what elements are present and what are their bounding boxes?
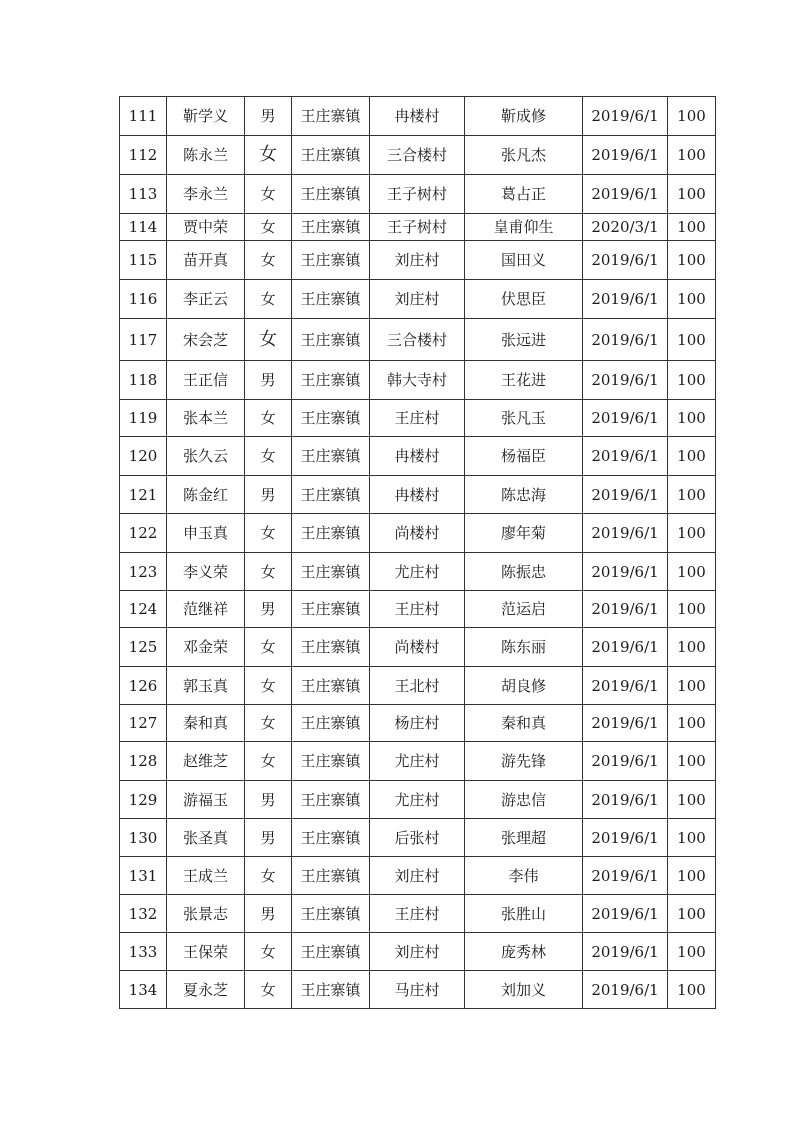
table-row — [120, 591, 716, 628]
amount-cell: 100 — [668, 742, 716, 781]
table-row — [120, 742, 716, 781]
agent-cell: 张远进 — [465, 319, 583, 361]
row-number: 116 — [120, 280, 167, 319]
agent-cell: 皇甫仰生 — [465, 214, 583, 241]
date-cell: 2019/6/1 — [583, 241, 668, 280]
village-cell: 冉楼村 — [370, 97, 465, 136]
records-table — [119, 96, 716, 1009]
town-cell: 王庄寨镇 — [292, 437, 370, 476]
agent-cell: 陈振忠 — [465, 553, 583, 591]
date-cell: 2019/6/1 — [583, 280, 668, 319]
row-number: 123 — [120, 553, 167, 591]
town-cell: 王庄寨镇 — [292, 857, 370, 895]
name-cell: 夏永芝 — [167, 971, 245, 1009]
agent-cell: 秦和真 — [465, 705, 583, 742]
table-row — [120, 280, 716, 319]
date-cell: 2019/6/1 — [583, 857, 668, 895]
row-number: 115 — [120, 241, 167, 280]
village-cell: 王北村 — [370, 667, 465, 705]
name-cell: 范继祥 — [167, 591, 245, 628]
date-cell: 2020/3/1 — [583, 214, 668, 241]
village-cell: 刘庄村 — [370, 933, 465, 971]
name-cell: 陈金红 — [167, 476, 245, 514]
row-number: 122 — [120, 514, 167, 553]
row-number: 134 — [120, 971, 167, 1009]
town-cell: 王庄寨镇 — [292, 819, 370, 857]
row-number: 113 — [120, 175, 167, 214]
village-cell: 尤庄村 — [370, 553, 465, 591]
village-cell: 王子树村 — [370, 175, 465, 214]
date-cell: 2019/6/1 — [583, 705, 668, 742]
date-cell: 2019/6/1 — [583, 933, 668, 971]
table-row — [120, 514, 716, 553]
town-cell: 王庄寨镇 — [292, 241, 370, 280]
date-cell: 2019/6/1 — [583, 361, 668, 400]
gender-cell: 女 — [245, 553, 292, 591]
gender-cell: 女 — [245, 437, 292, 476]
village-cell: 尤庄村 — [370, 781, 465, 819]
row-number: 124 — [120, 591, 167, 628]
row-number: 133 — [120, 933, 167, 971]
agent-cell: 伏思臣 — [465, 280, 583, 319]
row-number: 132 — [120, 895, 167, 933]
amount-cell: 100 — [668, 705, 716, 742]
town-cell: 王庄寨镇 — [292, 97, 370, 136]
name-cell: 李正云 — [167, 280, 245, 319]
table-row — [120, 241, 716, 280]
amount-cell: 100 — [668, 319, 716, 361]
town-cell: 王庄寨镇 — [292, 628, 370, 667]
gender-cell: 女 — [245, 705, 292, 742]
date-cell: 2019/6/1 — [583, 175, 668, 214]
date-cell: 2019/6/1 — [583, 819, 668, 857]
amount-cell: 100 — [668, 175, 716, 214]
village-cell: 刘庄村 — [370, 857, 465, 895]
town-cell: 王庄寨镇 — [292, 319, 370, 361]
name-cell: 邓金荣 — [167, 628, 245, 667]
records-table-body — [120, 97, 716, 1009]
table-row — [120, 136, 716, 175]
table-row — [120, 933, 716, 971]
row-number: 119 — [120, 400, 167, 437]
gender-cell: 女 — [245, 971, 292, 1009]
village-cell: 冉楼村 — [370, 437, 465, 476]
amount-cell: 100 — [668, 819, 716, 857]
date-cell: 2019/6/1 — [583, 553, 668, 591]
name-cell: 王成兰 — [167, 857, 245, 895]
amount-cell: 100 — [668, 628, 716, 667]
gender-cell: 女 — [245, 628, 292, 667]
agent-cell: 张凡玉 — [465, 400, 583, 437]
town-cell: 王庄寨镇 — [292, 705, 370, 742]
amount-cell: 100 — [668, 400, 716, 437]
village-cell: 刘庄村 — [370, 280, 465, 319]
name-cell: 张圣真 — [167, 819, 245, 857]
village-cell: 王庄村 — [370, 400, 465, 437]
town-cell: 王庄寨镇 — [292, 933, 370, 971]
name-cell: 张本兰 — [167, 400, 245, 437]
town-cell: 王庄寨镇 — [292, 591, 370, 628]
amount-cell: 100 — [668, 136, 716, 175]
town-cell: 王庄寨镇 — [292, 476, 370, 514]
table-row — [120, 895, 716, 933]
town-cell: 王庄寨镇 — [292, 280, 370, 319]
date-cell: 2019/6/1 — [583, 136, 668, 175]
date-cell: 2019/6/1 — [583, 591, 668, 628]
town-cell: 王庄寨镇 — [292, 742, 370, 781]
name-cell: 靳学义 — [167, 97, 245, 136]
town-cell: 王庄寨镇 — [292, 667, 370, 705]
table-row — [120, 667, 716, 705]
table-row — [120, 97, 716, 136]
gender-cell: 女 — [245, 214, 292, 241]
town-cell: 王庄寨镇 — [292, 214, 370, 241]
name-cell: 李永兰 — [167, 175, 245, 214]
name-cell: 陈永兰 — [167, 136, 245, 175]
village-cell: 王庄村 — [370, 895, 465, 933]
village-cell: 尚楼村 — [370, 628, 465, 667]
village-cell: 王庄村 — [370, 591, 465, 628]
amount-cell: 100 — [668, 781, 716, 819]
date-cell: 2019/6/1 — [583, 667, 668, 705]
town-cell: 王庄寨镇 — [292, 895, 370, 933]
agent-cell: 庞秀林 — [465, 933, 583, 971]
date-cell: 2019/6/1 — [583, 437, 668, 476]
village-cell: 尚楼村 — [370, 514, 465, 553]
date-cell: 2019/6/1 — [583, 781, 668, 819]
town-cell: 王庄寨镇 — [292, 400, 370, 437]
date-cell: 2019/6/1 — [583, 971, 668, 1009]
date-cell: 2019/6/1 — [583, 742, 668, 781]
amount-cell: 100 — [668, 514, 716, 553]
amount-cell: 100 — [668, 361, 716, 400]
gender-cell: 男 — [245, 895, 292, 933]
amount-cell: 100 — [668, 476, 716, 514]
village-cell: 冉楼村 — [370, 476, 465, 514]
amount-cell: 100 — [668, 280, 716, 319]
table-row — [120, 971, 716, 1009]
amount-cell: 100 — [668, 933, 716, 971]
name-cell: 贾中荣 — [167, 214, 245, 241]
name-cell: 秦和真 — [167, 705, 245, 742]
gender-cell: 女 — [245, 742, 292, 781]
amount-cell: 100 — [668, 553, 716, 591]
village-cell: 杨庄村 — [370, 705, 465, 742]
gender-cell: 女 — [245, 241, 292, 280]
date-cell: 2019/6/1 — [583, 319, 668, 361]
row-number: 127 — [120, 705, 167, 742]
village-cell: 三合楼村 — [370, 319, 465, 361]
date-cell: 2019/6/1 — [583, 476, 668, 514]
gender-cell: 女 — [245, 400, 292, 437]
agent-cell: 张凡杰 — [465, 136, 583, 175]
gender-cell: 男 — [245, 361, 292, 400]
gender-cell: 女 — [245, 667, 292, 705]
row-number: 114 — [120, 214, 167, 241]
town-cell: 王庄寨镇 — [292, 175, 370, 214]
name-cell: 申玉真 — [167, 514, 245, 553]
village-cell: 刘庄村 — [370, 241, 465, 280]
agent-cell: 范运启 — [465, 591, 583, 628]
town-cell: 王庄寨镇 — [292, 781, 370, 819]
town-cell: 王庄寨镇 — [292, 971, 370, 1009]
village-cell: 三合楼村 — [370, 136, 465, 175]
agent-cell: 游先锋 — [465, 742, 583, 781]
row-number: 121 — [120, 476, 167, 514]
name-cell: 苗开真 — [167, 241, 245, 280]
date-cell: 2019/6/1 — [583, 400, 668, 437]
date-cell: 2019/6/1 — [583, 628, 668, 667]
name-cell: 王正信 — [167, 361, 245, 400]
town-cell: 王庄寨镇 — [292, 361, 370, 400]
name-cell: 游福玉 — [167, 781, 245, 819]
table-row — [120, 628, 716, 667]
table-row — [120, 553, 716, 591]
village-cell: 韩大寺村 — [370, 361, 465, 400]
amount-cell: 100 — [668, 895, 716, 933]
row-number: 125 — [120, 628, 167, 667]
gender-cell: 男 — [245, 476, 292, 514]
agent-cell: 胡良修 — [465, 667, 583, 705]
agent-cell: 刘加义 — [465, 971, 583, 1009]
row-number: 126 — [120, 667, 167, 705]
table-row — [120, 819, 716, 857]
amount-cell: 100 — [668, 971, 716, 1009]
agent-cell: 王花进 — [465, 361, 583, 400]
village-cell: 马庄村 — [370, 971, 465, 1009]
agent-cell: 李伟 — [465, 857, 583, 895]
gender-cell: 女 — [245, 514, 292, 553]
amount-cell: 100 — [668, 667, 716, 705]
gender-cell: 女 — [245, 319, 292, 361]
agent-cell: 廖年菊 — [465, 514, 583, 553]
gender-cell: 男 — [245, 819, 292, 857]
name-cell: 李义荣 — [167, 553, 245, 591]
row-number: 128 — [120, 742, 167, 781]
name-cell: 张景志 — [167, 895, 245, 933]
table-row — [120, 781, 716, 819]
row-number: 118 — [120, 361, 167, 400]
date-cell: 2019/6/1 — [583, 895, 668, 933]
row-number: 129 — [120, 781, 167, 819]
name-cell: 张久云 — [167, 437, 245, 476]
table-row — [120, 319, 716, 361]
amount-cell: 100 — [668, 857, 716, 895]
table-row — [120, 400, 716, 437]
gender-cell: 女 — [245, 280, 292, 319]
village-cell: 后张村 — [370, 819, 465, 857]
row-number: 130 — [120, 819, 167, 857]
amount-cell: 100 — [668, 437, 716, 476]
name-cell: 宋会芝 — [167, 319, 245, 361]
gender-cell: 女 — [245, 933, 292, 971]
gender-cell: 女 — [245, 857, 292, 895]
town-cell: 王庄寨镇 — [292, 136, 370, 175]
gender-cell: 男 — [245, 97, 292, 136]
amount-cell: 100 — [668, 241, 716, 280]
village-cell: 王子树村 — [370, 214, 465, 241]
name-cell: 郭玉真 — [167, 667, 245, 705]
table-row — [120, 175, 716, 214]
table-row — [120, 857, 716, 895]
agent-cell: 陈东丽 — [465, 628, 583, 667]
agent-cell: 张胜山 — [465, 895, 583, 933]
gender-cell: 女 — [245, 136, 292, 175]
town-cell: 王庄寨镇 — [292, 514, 370, 553]
town-cell: 王庄寨镇 — [292, 553, 370, 591]
agent-cell: 葛占正 — [465, 175, 583, 214]
gender-cell: 男 — [245, 591, 292, 628]
row-number: 112 — [120, 136, 167, 175]
gender-cell: 男 — [245, 781, 292, 819]
name-cell: 赵维芝 — [167, 742, 245, 781]
table-row — [120, 476, 716, 514]
table-row — [120, 361, 716, 400]
agent-cell: 游忠信 — [465, 781, 583, 819]
row-number: 111 — [120, 97, 167, 136]
table-row — [120, 437, 716, 476]
agent-cell: 杨福臣 — [465, 437, 583, 476]
table-row — [120, 214, 716, 241]
table-row — [120, 705, 716, 742]
gender-cell: 女 — [245, 175, 292, 214]
agent-cell: 国田义 — [465, 241, 583, 280]
date-cell: 2019/6/1 — [583, 97, 668, 136]
name-cell: 王保荣 — [167, 933, 245, 971]
amount-cell: 100 — [668, 591, 716, 628]
village-cell: 尤庄村 — [370, 742, 465, 781]
agent-cell: 陈忠海 — [465, 476, 583, 514]
amount-cell: 100 — [668, 97, 716, 136]
amount-cell: 100 — [668, 214, 716, 241]
date-cell: 2019/6/1 — [583, 514, 668, 553]
row-number: 117 — [120, 319, 167, 361]
row-number: 131 — [120, 857, 167, 895]
row-number: 120 — [120, 437, 167, 476]
agent-cell: 张理超 — [465, 819, 583, 857]
agent-cell: 靳成修 — [465, 97, 583, 136]
